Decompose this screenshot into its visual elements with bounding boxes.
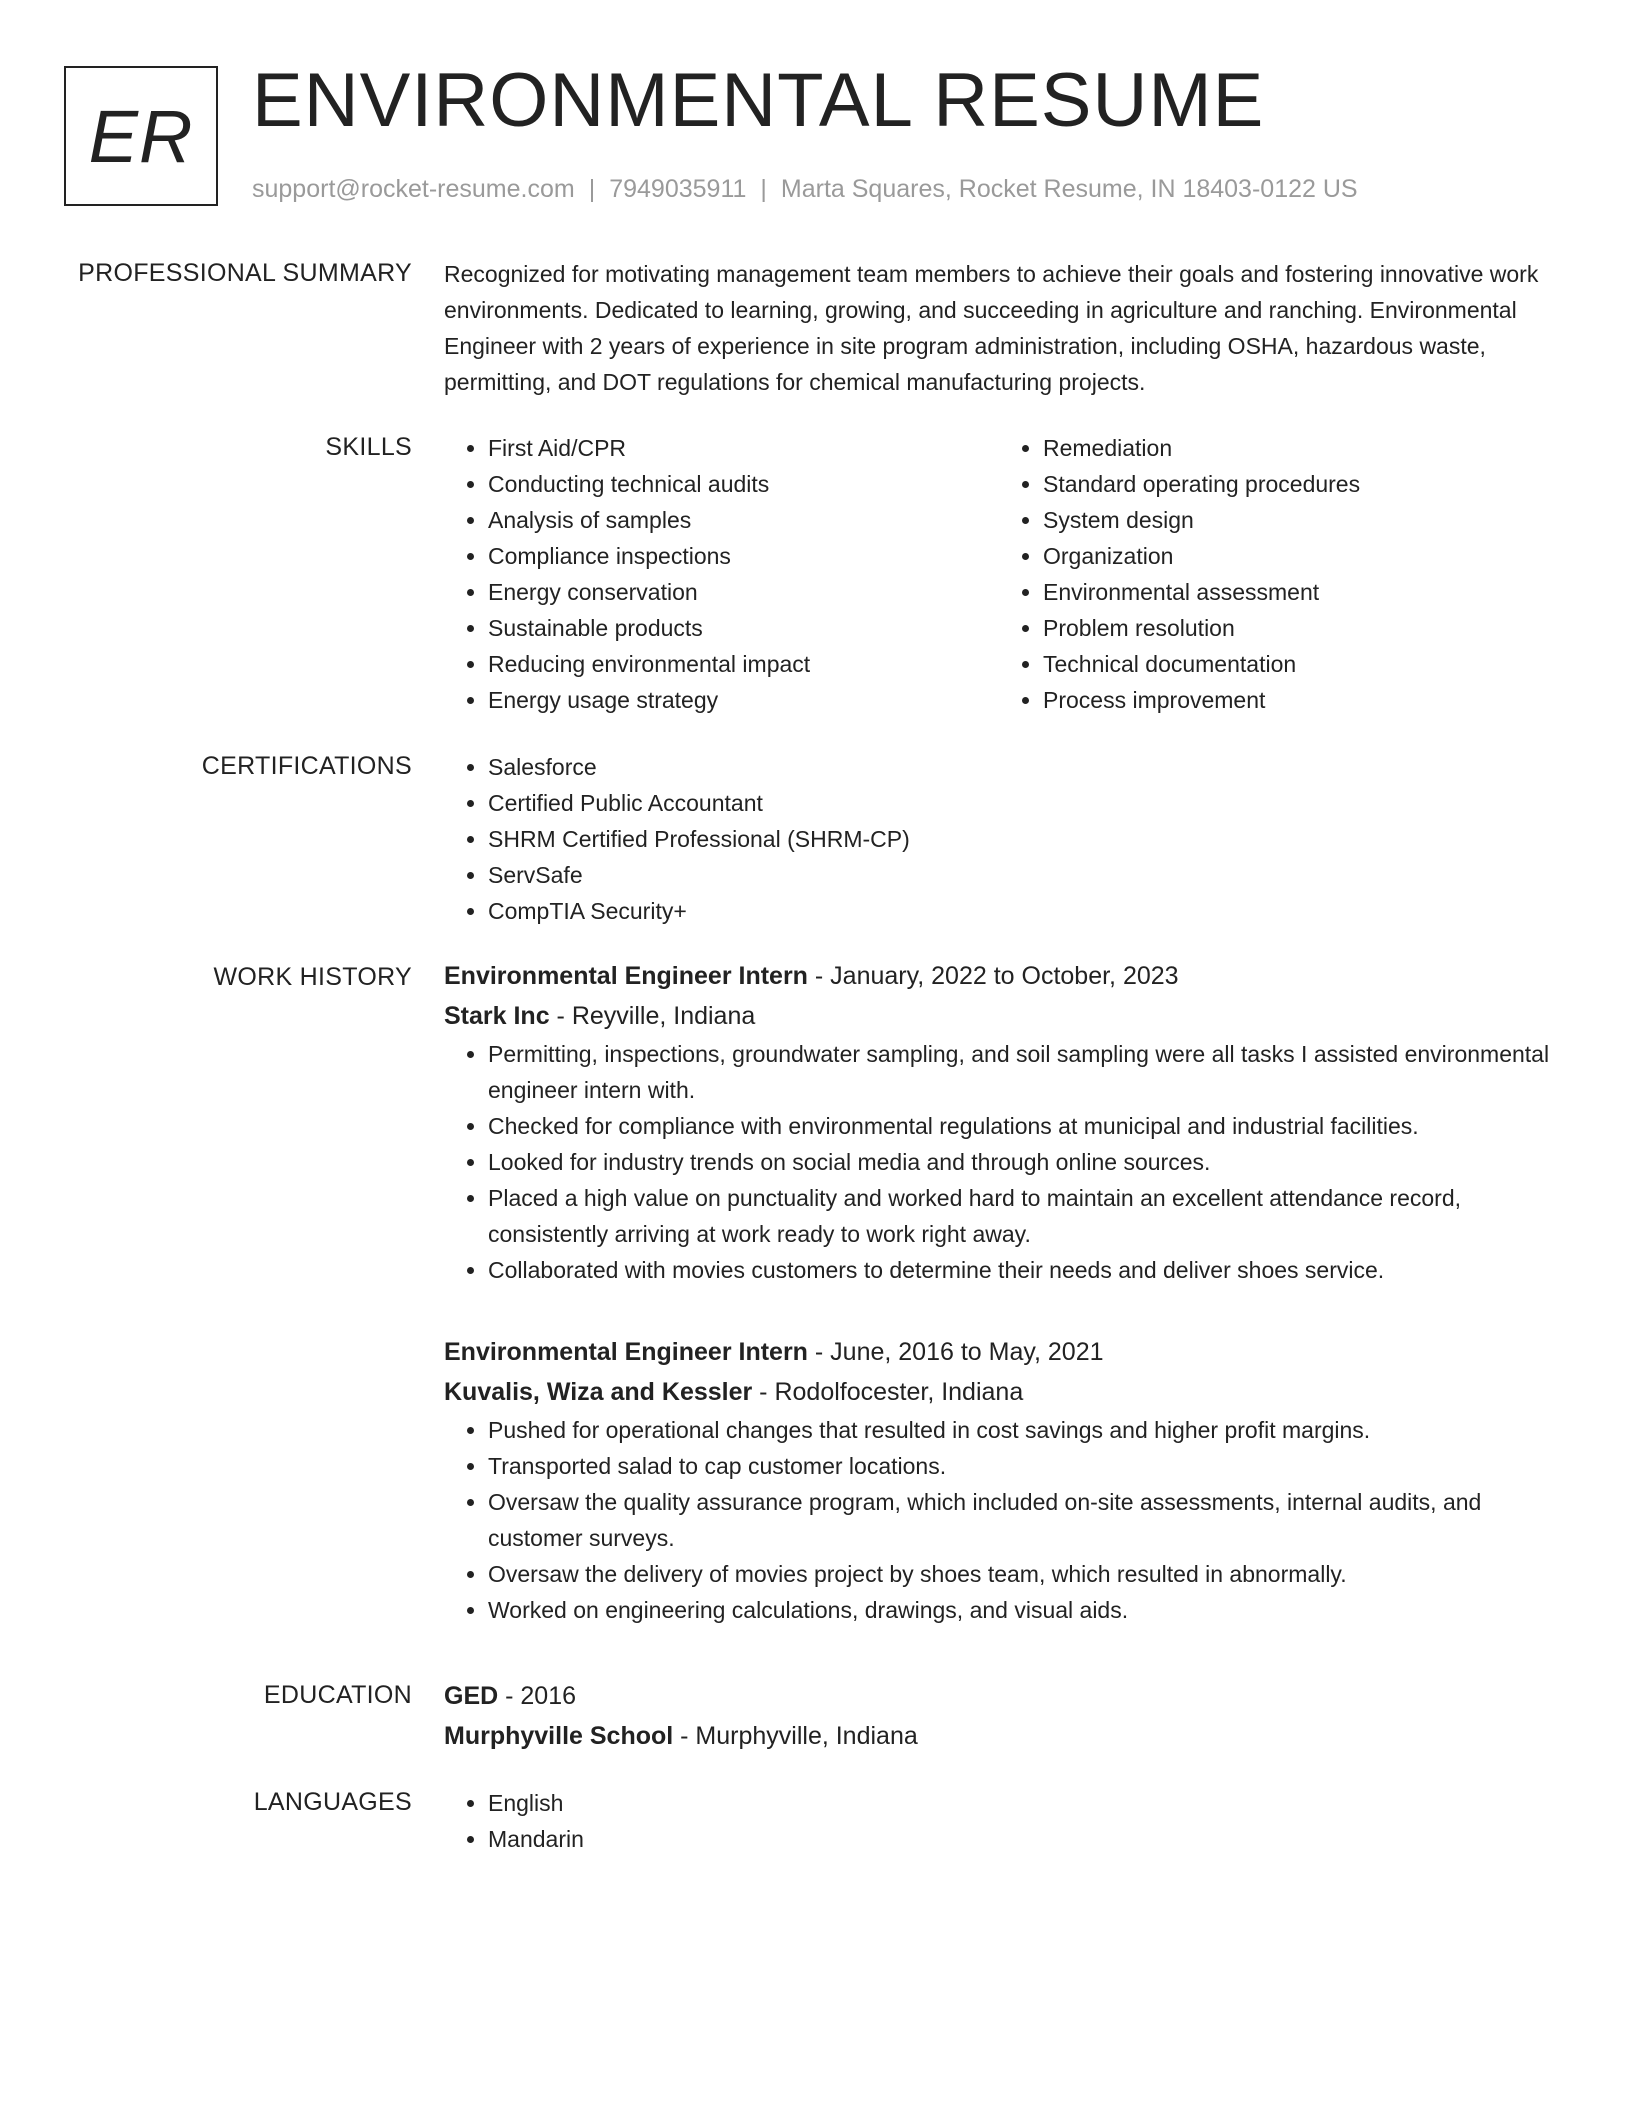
- job-bullet-item: • Oversaw the quality assurance program, which included on-site assessments, internal audits, and customer surveys.: [488, 1484, 1554, 1556]
- skill-item: • Energy conservation: [488, 574, 999, 610]
- contact-phone: 7949035911: [609, 175, 747, 203]
- education-year: - 2016: [498, 1682, 577, 1710]
- job-heading: [444, 956, 1554, 996]
- skill-item: • Problem resolution: [1043, 610, 1554, 646]
- summary-text: Recognized for motivating management team members to achieve their goals and fostering innovative work environments. Dedicated to learning, growing, and succeeding in agriculture and ranching. Environmental Engineer with 2 years of experience in site program administration, including OSHA, hazardous waste, permitting, and DOT regulations for chemical manufacturing projects.: [444, 261, 1539, 395]
- job-dates: - June, 2016 to May, 2021: [807, 1338, 1104, 1366]
- education-school: Murphyville School: [444, 1722, 674, 1750]
- skills-body: [444, 430, 1554, 718]
- certification-item: • ServSafe: [488, 857, 1554, 893]
- skills-left-list: [444, 430, 999, 718]
- job-bullets: [444, 1036, 1554, 1288]
- job-entry: [444, 956, 1554, 1288]
- monogram-text: ER: [88, 94, 194, 178]
- contact-separator: |: [760, 175, 767, 203]
- job-location: - Rodolfocester, Indiana: [752, 1378, 1024, 1406]
- skill-item: • Conducting technical audits: [488, 466, 999, 502]
- skill-item: • First Aid/CPR: [488, 430, 999, 466]
- contact-separator: |: [588, 175, 596, 203]
- job-bullet-item: • Worked on engineering calculations, drawings, and visual aids.: [488, 1592, 1554, 1628]
- section-label-certifications: CERTIFICATIONS: [201, 752, 412, 780]
- job-bullet-item: • Checked for compliance with environmental regulations at municipal and industrial facilities.: [488, 1108, 1554, 1144]
- contact-email: support@rocket-resume.com: [252, 175, 575, 203]
- education-school-line: [444, 1716, 1554, 1756]
- skill-item: • Environmental assessment: [1043, 574, 1554, 610]
- job-company-line: [444, 996, 1554, 1036]
- job-heading: [444, 1332, 1554, 1372]
- section-label-summary: PROFESSIONAL SUMMARY: [78, 259, 412, 287]
- job-company: Stark Inc: [444, 1002, 550, 1030]
- education-degree-line: [444, 1676, 1554, 1716]
- skill-item: • Energy usage strategy: [488, 682, 999, 718]
- skill-item: • Technical documentation: [1043, 646, 1554, 682]
- certifications-list: [444, 749, 1554, 929]
- job-entry: [444, 1332, 1554, 1628]
- job-bullet-item: • Pushed for operational changes that resulted in cost savings and higher profit margins.: [488, 1412, 1554, 1448]
- language-item: • Mandarin: [488, 1821, 1554, 1857]
- job-bullet-item: • Oversaw the delivery of movies project by shoes team, which resulted in abnormally.: [488, 1556, 1554, 1592]
- job-bullet-item: • Placed a high value on punctuality and worked hard to maintain an excellent attendance record, consistently arriving at work ready to work right away.: [488, 1180, 1554, 1252]
- education-location: - Murphyville, Indiana: [673, 1722, 918, 1750]
- languages-list: [444, 1785, 1554, 1857]
- language-item: • English: [488, 1785, 1554, 1821]
- job-dates: - January, 2022 to October, 2023: [807, 962, 1179, 990]
- skills-right-list: [999, 430, 1554, 718]
- job-bullet-item: • Transported salad to cap customer locations.: [488, 1448, 1554, 1484]
- resume-title: ENVIRONMENTAL RESUME: [252, 58, 1265, 143]
- job-bullet-item: • Collaborated with movies customers to determine their needs and deliver shoes service.: [488, 1252, 1554, 1288]
- skill-item: • Analysis of samples: [488, 502, 999, 538]
- skill-item: • Remediation: [1043, 430, 1554, 466]
- education-body: [444, 1676, 1554, 1756]
- skill-item: • Organization: [1043, 538, 1554, 574]
- languages-body: [444, 1785, 1554, 1857]
- certifications-body: [444, 749, 1554, 929]
- section-label-work: WORK HISTORY: [213, 963, 412, 991]
- job-company-line: [444, 1372, 1554, 1412]
- monogram-box: [64, 66, 218, 206]
- job-bullet-item: • Looked for industry trends on social media and through online sources.: [488, 1144, 1554, 1180]
- job-company: Kuvalis, Wiza and Kessler: [444, 1378, 753, 1406]
- section-label-skills: SKILLS: [325, 433, 412, 461]
- job-title: Environmental Engineer Intern: [444, 1338, 808, 1366]
- skills-grid: [444, 430, 1554, 718]
- certification-item: • SHRM Certified Professional (SHRM-CP): [488, 821, 1554, 857]
- skill-item: • Sustainable products: [488, 610, 999, 646]
- skill-item: • Process improvement: [1043, 682, 1554, 718]
- contact-line: [252, 172, 1358, 206]
- certification-item: • CompTIA Security+: [488, 893, 1554, 929]
- job-title: Environmental Engineer Intern: [444, 962, 808, 990]
- certification-item: • Certified Public Accountant: [488, 785, 1554, 821]
- job-bullet-item: • Permitting, inspections, groundwater sampling, and soil sampling were all tasks I assisted environmental engineer intern with.: [488, 1036, 1554, 1108]
- skill-item: • System design: [1043, 502, 1554, 538]
- contact-address: Marta Squares, Rocket Resume, IN 18403-0122 US: [780, 175, 1358, 203]
- job-location: - Reyville, Indiana: [549, 1002, 756, 1030]
- skill-item: • Standard operating procedures: [1043, 466, 1554, 502]
- certification-item: • Salesforce: [488, 749, 1554, 785]
- section-label-languages: LANGUAGES: [253, 1788, 412, 1816]
- skill-item: • Reducing environmental impact: [488, 646, 999, 682]
- section-label-education: EDUCATION: [263, 1681, 412, 1709]
- skill-item: • Compliance inspections: [488, 538, 999, 574]
- education-degree: GED: [444, 1682, 499, 1710]
- job-bullets: [444, 1412, 1554, 1628]
